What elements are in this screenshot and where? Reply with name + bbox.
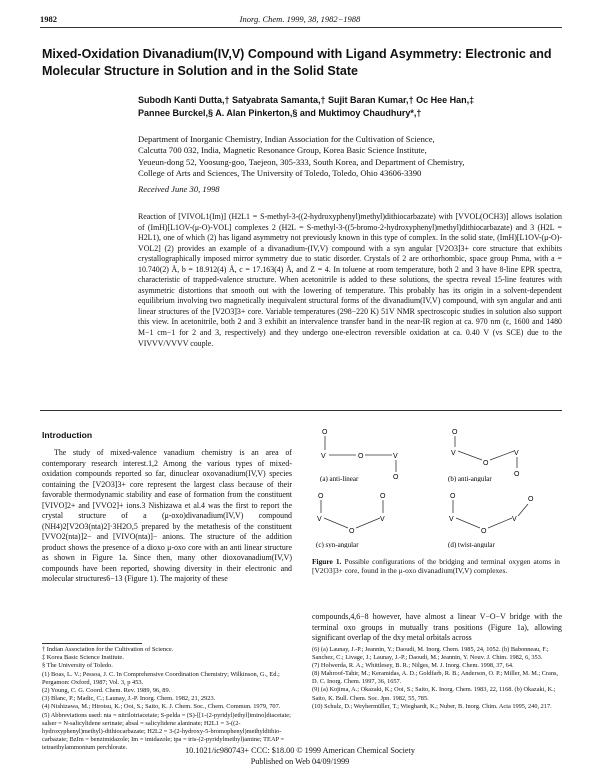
svg-text:V: V (321, 453, 326, 460)
reference: (10) Schulz, D.; Weyhermüller, T.; Wieghardt, K.; Nuber, B. Inorg. Chim. Acta 1995, 240, 217. (312, 702, 552, 710)
footnote: † Indian Association for the Cultivation of Science. (42, 646, 174, 653)
svg-text:O: O (514, 471, 520, 478)
reference: (4) Nishizawa, M.; Hirotsu, K.; Ooi, S.; Saito, K. J. Chem. Soc., Chem. Commun. 1979, 707. (42, 703, 281, 711)
figure-panel-c (300, 486, 430, 548)
reference: (3) Blanc, P.; Madic, C.; Launay, J.-P. Inorg. Chem. 1982, 21, 2923. (42, 695, 216, 703)
page-number: 1982 (40, 14, 57, 24)
svg-text:O: O (380, 493, 386, 500)
svg-text:O: O (483, 460, 489, 467)
svg-text:O: O (481, 528, 487, 535)
svg-text:O: O (450, 493, 456, 500)
reference: (8) Mahroof-Tahir, M.; Keramidas, A. D.; Goldfarb, R. B.; Anderson, O. P.; Miller, M. M.; Crans, D. C. Inorg. Chem. 1997, 36, 1657. (312, 670, 559, 686)
footnote: ‡ Korea Basic Science Institute. (42, 654, 124, 662)
authors-line-2: Pannee Burckel,§ A. Alan Pinkerton,§ and Muktimoy Chaudhury*,† (138, 108, 422, 118)
article-title (42, 46, 562, 80)
author-list (138, 94, 558, 120)
svg-text:O: O (528, 496, 534, 503)
footnote-rule (42, 643, 142, 644)
affiliation (138, 134, 558, 179)
footnote: § The University of Toledo. (42, 662, 113, 670)
svg-text:V: V (317, 516, 322, 523)
svg-text:V: V (393, 453, 398, 460)
figure-caption (312, 557, 560, 576)
affiliation-line: College of Arts and Sciences, The University of Toledo, Toledo, Ohio 43606-3390 (138, 167, 422, 178)
reference: (6) (a) Launay, J.-P.; Jeannin, Y.; Daoudi, M. Inorg. Chem. 1985, 24, 1052. (b) Babonneau, F.; Sanchez, C.; Livage, J.; Launay, J.-P.; Daoudi, M.; Jeannin, Y. Nouv. J. Chim. 1982, 6, 353. (312, 646, 549, 662)
svg-text:O: O (318, 493, 324, 500)
footer-doi: 10.1021/ic980743+ CCC: $18.00 © 1999 American Chemical Society (185, 746, 415, 755)
reference: (9) (a) Kojima, A.; Okazaki, K.; Ooi, S.; Saito, K. Inorg. Chem. 1983, 22, 1168. (b) Okazaki, K.; Saito, K. Bull. Chem. Soc. Jpn. 1982, 55, 785. (312, 686, 556, 702)
received-date: Received June 30, 1998 (138, 184, 220, 194)
svg-text:V: V (380, 516, 385, 523)
introduction-heading: Introduction (42, 430, 93, 440)
abstract: Reaction of [VIVOL1(Im)] (H2L1 = S-methyl-3-((2-hydroxyphenyl)methyl)dithiocarbazate) with [VVOL(OCH3)] allows isolation of (ImH)[L1OV-(μ-O)-VOL] complexes 2 (H2L = S-methyl-3-((5-bromo-2-hydroxyphenyl)methyl)dithiocarbazate) and 3 (H2L = H2L1), one of which (2) has ligand asymmetry not previously known in this type of complex. In the solid state, (ImH)[L1OV-(μ-O)-VOL2] (2) provides an example of a divanadium-(IV,V) compound with a syn angular [V2O3]3+ core structure that exhibits crystallographically imposed mirror symmetry due to static disorder. Crystals of 2 are orthorhombic, space group Pnma, with a = 10.740(2) Å, b = 18.912(4) Å, c = 17.163(4) Å, and Z = 4. In toluene at room temperature, both 2 and 3 have 8-line EPR spectra, characteristic of trapped-valence structure. When acetonitrile is added to these solutions, the spectra reveal 15-line features with asymmetric distortions that smooth out with the lowering of temperature. This probably has its origin in a solvent-dependent equilibrium involving two magnetically inequivalent structural forms of the divanadium(IV,V) compound, with syn angular and anti linear structures of the [V2O3]3+ core. Variable temperatures (298−220 K) 51V NMR spectroscopic studies in solution also support this view. In acetonitrile, both 2 and 3 exhibit an intervalence transfer band in the near-IR region at ca. 970 nm (ε, 1600 and 1480 M−1 cm−1 for 2 and 3, respectively) and they undergo one-electron reversible oxidation at ca. 0.40 V (vs SCE) due to the VIVVV/VVVV couple. (138, 212, 562, 348)
reference: (1) Boas, L. V.; Pessoa, J. C. In Comprehensive Coordination Chemistry; Wilkinson, G., Ed.; Pergamon: Oxford, 1987; Vol. 3, p 453. (42, 670, 280, 686)
svg-text:O: O (358, 453, 364, 460)
footnotes-right (312, 646, 562, 711)
svg-text:O: O (349, 528, 355, 535)
reference: (7) Holwerda, R. A.; Whittlesey, B. R.; Nilges, M. J. Inorg. Chem. 1998, 37, 64. (312, 662, 514, 670)
footnotes-left (42, 646, 292, 753)
affiliation-line: Yeueun-dong 52, Yoosung-goo, Taejeon, 305-333, South Korea, and Department of Chemistry, (138, 156, 465, 167)
figure-panel-b-label: (b) anti-angular (448, 475, 492, 482)
figure-caption-label: Figure 1. (312, 557, 342, 566)
title-line-1: Mixed-Oxidation Divanadium(IV,V) Compound with Ligand Asymmetry: Electronic and (42, 47, 552, 61)
svg-text:V: V (451, 450, 456, 457)
footer-published: Published on Web 04/09/1999 (250, 757, 350, 766)
figure-panel-a (300, 420, 430, 482)
figure-panel-b (432, 420, 562, 482)
title-line-2: Molecular Structure in Solution and in the Solid State (42, 64, 358, 78)
figure-panel-a-label: (a) anti-linear (320, 475, 359, 482)
reference: (5) Abbreviations used: nta = nitrilotriacetate; S-pelda = (S)-[[1-(2-pyridyl)ethyl]imino]diacetate; salser = N-salicylidene serinate; absal = salicylidene alaninate; H2L1 = 3-((2-hydroxyphenyl)methyl)-dithiocarbazate; H2L2 = 3-(2-hydroxy-5-bromophenyl)methyldithio-carbazate; BzIm = benzimidazole; Im = imidazole; tpa = tris-(2-pyridylmethyl)amine; TEAP = tetraethylammonium perchlorate. (42, 711, 291, 752)
figure-panel-c-label: (c) syn-angular (316, 541, 359, 548)
journal-info: Inorg. Chem. 1999, 38, 1982−1988 (239, 14, 361, 24)
svg-text:O: O (452, 429, 458, 436)
figure-panel-d (432, 486, 562, 548)
svg-text:O: O (322, 429, 328, 436)
svg-text:V: V (512, 516, 517, 523)
svg-text:O: O (393, 474, 399, 481)
affiliation-line: Department of Inorganic Chemistry, Indian Association for the Cultivation of Science, (138, 134, 435, 144)
figure-1 (300, 420, 562, 550)
figure-caption-text: Possible configurations of the bridging and terminal oxygen atoms in [V2O3]3+ core, found in the μ-oxo divanadium(IV,V) complexes. (312, 557, 560, 576)
header-rule (40, 27, 562, 28)
abstract-rule (40, 410, 562, 411)
figure-panel-d-label: (d) twist-angular (448, 541, 495, 548)
reference: (2) Young, C. G. Coord. Chem. Rev. 1989, 96, 89. (42, 687, 171, 695)
authors-line-1: Subodh Kanti Dutta,† Satyabrata Samanta,† Sujit Baran Kumar,† Oc Hee Han,‡ (138, 95, 475, 105)
introduction-paragraph: The study of mixed-valence vanadium chemistry is an area of contemporary research interest.1,2 Among the various types of mixed-oxidation compounds reported so far, dinuclear oxovanadium(IV,V) species containing the [V2O3]3+ core represent the largest class because of their favorable thermodynamic stability and ease of formation from the constituent [VIVO]2+ and [VVO2]+ ions.3 Nishizawa et al.4 was the first to report the crystal structure of a (μ-oxo)divanadium(IV,V) compound (NH4)2[V2O3(nta)2]·3H2O,5 prepared by the metathesis of the constituent [VVO2(nta)]2− and [VIVO(nta)]− anions. The structure of the addition product shows the presence of a dioxo μ-oxo core with an anti linear structure as shown in Figure 1a. Since then, many other dioxovanadium(IV,V) compounds have been reported, showing diversity in their electronic and molecular structures6−13 (Figure 1). The majority of these (42, 448, 292, 583)
introduction-continuation: compounds,4,6−8 however, have almost a linear V−O−V bridge with the terminal oxo groups in mutually trans positions (Figure 1a), allowing significant overlap of the dxy metal orbitals across (312, 612, 562, 642)
svg-text:V: V (514, 450, 519, 457)
affiliation-line: Calcutta 700 032, India, Magnetic Resonance Group, Korea Basic Science Institute, (138, 145, 427, 156)
svg-text:V: V (449, 516, 454, 523)
